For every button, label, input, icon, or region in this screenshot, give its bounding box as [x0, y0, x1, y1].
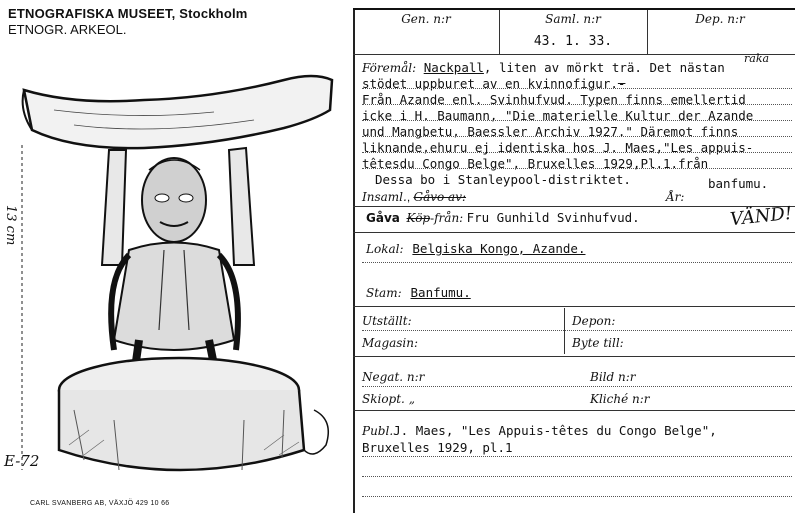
divider-vertical-1	[564, 308, 565, 354]
inventory-mark: E-72	[4, 452, 40, 470]
stam-value: Banfumu.	[410, 285, 471, 300]
kop-struck: Köp	[406, 211, 431, 225]
rule-4	[362, 136, 792, 137]
height-note: 13 cm	[3, 205, 18, 246]
foremal-line1-rest: , liten av mörkt trä. Det nästan	[483, 60, 725, 75]
rule-1	[362, 88, 792, 89]
rule-publ-1	[362, 456, 792, 457]
rule-negat	[362, 386, 792, 387]
rule-publ-2	[362, 476, 792, 477]
depon-label: Depon:	[572, 314, 616, 328]
saml-cell	[499, 8, 648, 54]
foremal-line3: Från Azande enl. Svinhufvud. Typen finns emellertid	[362, 92, 746, 107]
donor-value: Fru Gunhild Svinhufvud.	[466, 210, 640, 225]
foremal-line7: têtesdu Congo Belge", Bruxelles 1929,Pl.1.från	[362, 156, 709, 171]
vand-note: VÄND!	[729, 202, 794, 231]
foremal-line4: icke i H. Baumann, "Die materielle Kultur der Azande	[362, 108, 754, 123]
stam-row	[366, 284, 471, 302]
headrest-illustration	[14, 50, 344, 510]
divider-magasin	[353, 356, 795, 357]
rule-5	[362, 152, 792, 153]
insaml-label: Insaml.	[362, 190, 407, 204]
gava-row: Gåva Köp-från: Fru Gunhild Svinhufvud.	[366, 210, 640, 225]
foremal-label: Föremål:	[362, 61, 417, 75]
saml-value: 43. 1. 33.	[533, 34, 613, 49]
lokal-value: Belgiska Kongo, Azande.	[412, 241, 586, 256]
foremal-line5: und Mangbetu, Baessler Archiv 1927." Däremot finns	[362, 124, 739, 139]
bild-label: Bild n:r	[590, 370, 636, 384]
negat-label: Negat. n:r	[362, 370, 425, 384]
divider-insaml	[353, 206, 795, 207]
printer-line: CARL SVANBERG AB, VÄXJÖ 429 10 66	[30, 500, 170, 507]
publ-line1: J. Maes, "Les Appuis-têtes du Congo Belge",	[393, 423, 717, 438]
struck-text: -	[617, 76, 626, 91]
utstallt-label: Utställt:	[362, 314, 412, 328]
insaml-struck: Gåvo av:	[413, 190, 467, 204]
museum-name: ETNOGRAFISKA MUSEET, Stockholm	[8, 6, 248, 21]
rule-utstallt	[362, 330, 792, 331]
rule-3	[362, 120, 792, 121]
dep-cell	[647, 8, 793, 54]
card-header	[353, 8, 795, 54]
foremal-line1	[362, 60, 725, 76]
publ-row	[362, 422, 717, 440]
divider-stam	[353, 306, 795, 307]
rule-2	[362, 104, 792, 105]
kliche-label: Kliché n:r	[590, 392, 650, 406]
foremal-line6: liknande,ehuru ej identiska hos J. Maes,"Les appuis-	[362, 140, 754, 155]
dep-label: Dep. n:r	[695, 12, 745, 26]
fran-label: från:	[434, 211, 464, 225]
header-divider	[353, 54, 795, 55]
lokal-row	[366, 240, 585, 258]
insert-above: raka	[744, 52, 770, 65]
card-top-border	[353, 8, 795, 10]
foremal-line8: Dessa bo i Stanleypool-distriktet.	[375, 172, 631, 187]
ar-label: År:	[666, 190, 685, 204]
department-label: ETNOGR. ARKEOL.	[8, 22, 127, 37]
magasin-label: Magasin:	[362, 336, 419, 350]
foremal-line2-text: stödet uppburet av en kvinnofigur.	[362, 76, 618, 91]
publ-label: Publ.	[362, 424, 394, 438]
saml-label: Saml. n:r	[545, 12, 601, 26]
rule-lokal	[362, 262, 792, 263]
publ-line2: Bruxelles 1929, pl.1	[362, 440, 513, 455]
divider-gava	[353, 232, 795, 233]
gava-label: Gåva	[366, 211, 400, 225]
byte-label: Byte till:	[572, 336, 624, 350]
gen-cell	[353, 8, 500, 54]
skiopt-label: Skiopt. „	[362, 392, 415, 406]
object-name: Nackpall	[423, 60, 484, 75]
gen-label: Gen. n:r	[401, 12, 451, 26]
foremal-line2	[362, 76, 625, 92]
banfumu-note: banfumu.	[708, 176, 769, 191]
divider-skiopt	[353, 410, 795, 411]
stam-label: Stam:	[366, 286, 402, 300]
rule-6	[362, 168, 792, 169]
rule-publ-3	[362, 496, 792, 497]
insamlad-row: Insaml., Gåvo av:	[362, 190, 467, 204]
lokal-label: Lokal:	[366, 242, 404, 256]
